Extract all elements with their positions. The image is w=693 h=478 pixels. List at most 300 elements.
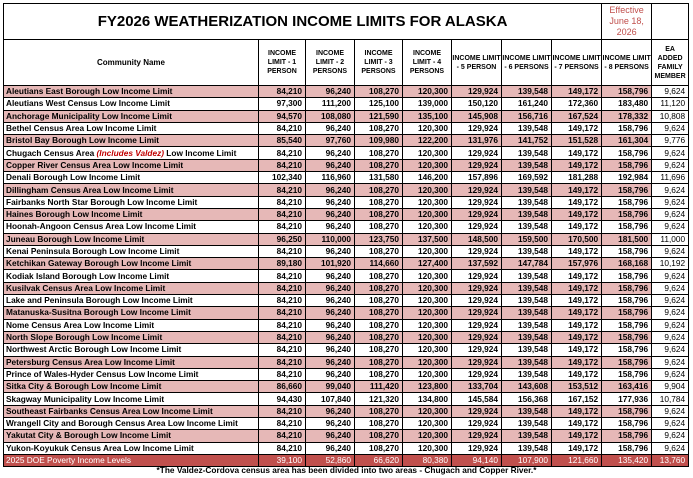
community-name-cell — [4, 98, 259, 110]
income-limit-cell: 120,300 — [403, 147, 452, 159]
income-limit-cell: 129,924 — [452, 159, 502, 171]
income-limit-cell: 96,240 — [306, 356, 355, 368]
income-limit-cell: 89,180 — [259, 258, 306, 270]
income-limit-cell: 123,800 — [403, 381, 452, 393]
income-limit-cell: 129,924 — [452, 331, 502, 343]
income-limit-cell: 108,270 — [355, 307, 403, 319]
income-limit-cell: 96,240 — [306, 270, 355, 282]
income-limit-cell: 84,210 — [259, 122, 306, 134]
income-limit-cell: 158,796 — [602, 418, 652, 430]
income-limit-cell: 108,270 — [355, 184, 403, 196]
poverty-level-cell: 13,760 — [652, 454, 689, 466]
income-limit-cell: 84,210 — [259, 430, 306, 442]
income-limit-cell: 149,172 — [552, 122, 602, 134]
table-row — [4, 282, 689, 294]
community-name: Copper River Census Area Low Income Limit — [6, 159, 184, 170]
income-limit-cell: 129,924 — [452, 208, 502, 220]
community-name: North Slope Borough Low Income Limit — [6, 332, 163, 343]
income-limit-cell: 108,270 — [355, 86, 403, 98]
income-limit-cell: 129,924 — [452, 344, 502, 356]
col-header-3-persons: INCOME LIMIT - 3 PERSONS — [355, 40, 403, 86]
poverty-level-cell: 80,380 — [403, 454, 452, 466]
income-limit-cell: 158,796 — [602, 245, 652, 257]
footnote: *The Valdez-Cordova census area has been divided into two areas - Chugach and Copper River.* — [156, 465, 537, 475]
income-limit-cell: 120,300 — [403, 442, 452, 454]
table-row — [4, 86, 689, 98]
income-limit-cell: 84,210 — [259, 295, 306, 307]
title-spacer-cell — [652, 4, 689, 40]
income-limit-cell: 139,548 — [502, 122, 552, 134]
community-name: Petersburg Census Area Low Income Limit — [6, 356, 175, 367]
community-name: Kusilvak Census Area Low Income Limit — [6, 282, 166, 293]
income-limit-cell: 84,210 — [259, 331, 306, 343]
community-name: Aleutians West Census Low Income Limit — [6, 98, 170, 109]
community-name: Kodiak Island Borough Low Income Limit — [6, 270, 170, 281]
community-name-cell — [4, 233, 259, 245]
income-limit-cell: 122,200 — [403, 135, 452, 147]
community-name-cell — [4, 418, 259, 430]
income-limit-cell: 149,172 — [552, 430, 602, 442]
income-limit-cell: 158,796 — [602, 196, 652, 208]
added-member-cell: 9,624 — [652, 245, 689, 257]
community-name: Sitka City & Borough Low Income Limit — [6, 381, 162, 392]
table-row — [4, 295, 689, 307]
income-limit-cell: 108,270 — [355, 319, 403, 331]
added-member-cell: 9,624 — [652, 405, 689, 417]
col-header-6-persons: INCOME LIMIT - 6 PERSONS — [502, 40, 552, 86]
community-name: Denali Borough Low Income Limit — [6, 172, 141, 183]
income-limit-cell: 139,548 — [502, 307, 552, 319]
income-limit-cell: 120,300 — [403, 405, 452, 417]
income-limit-cell: 85,540 — [259, 135, 306, 147]
income-limit-cell: 120,300 — [403, 430, 452, 442]
income-limit-cell: 96,240 — [306, 86, 355, 98]
income-limit-cell: 84,210 — [259, 356, 306, 368]
income-limit-cell: 84,210 — [259, 159, 306, 171]
community-name-cell — [4, 110, 259, 122]
income-limit-cell: 139,548 — [502, 344, 552, 356]
income-limit-cell: 84,210 — [259, 208, 306, 220]
income-limit-cell: 158,796 — [602, 147, 652, 159]
community-name: Chugach Census Area — [6, 147, 95, 158]
community-name: Southeast Fairbanks Census Area Low Income Limit — [6, 405, 213, 416]
income-limit-cell: 157,896 — [452, 172, 502, 184]
community-name-cell — [4, 381, 259, 393]
income-limit-cell: 172,360 — [552, 98, 602, 110]
income-limit-cell: 139,548 — [502, 221, 552, 233]
community-name-cell — [4, 368, 259, 380]
income-limit-cell: 158,796 — [602, 344, 652, 356]
income-limit-cell: 96,240 — [306, 147, 355, 159]
community-name-cell — [4, 430, 259, 442]
income-limit-cell: 120,300 — [403, 184, 452, 196]
income-limit-cell: 149,172 — [552, 405, 602, 417]
community-name: Wrangell City and Borough Census Area Low Income Limit — [6, 418, 238, 429]
income-limits-table — [3, 3, 689, 467]
income-limit-cell: 158,796 — [602, 122, 652, 134]
community-name: Hoonah-Angoon Census Area Low Income Limit — [6, 221, 197, 232]
added-member-cell: 9,904 — [652, 381, 689, 393]
income-limit-cell: 109,980 — [355, 135, 403, 147]
effective-line-1: Effective — [609, 5, 644, 15]
effective-line-2: June 18, — [609, 16, 644, 26]
table-row — [4, 331, 689, 343]
income-limit-cell: 108,270 — [355, 147, 403, 159]
income-limit-cell: 149,172 — [552, 344, 602, 356]
income-limit-cell: 108,270 — [355, 208, 403, 220]
income-limit-cell: 120,300 — [403, 418, 452, 430]
income-limit-cell: 149,172 — [552, 418, 602, 430]
added-member-cell: 9,624 — [652, 221, 689, 233]
community-name: Dillingham Census Area Low Income Limit — [6, 184, 174, 195]
income-limit-cell: 121,320 — [355, 393, 403, 405]
income-limit-cell: 120,300 — [403, 319, 452, 331]
community-name: Anchorage Municipality Low Income Limit — [6, 110, 172, 121]
table-row — [4, 344, 689, 356]
added-member-cell: 10,784 — [652, 393, 689, 405]
income-limit-cell: 169,592 — [502, 172, 552, 184]
table-row — [4, 110, 689, 122]
income-limit-cell: 149,172 — [552, 221, 602, 233]
income-limit-cell: 96,240 — [306, 221, 355, 233]
income-limit-cell: 107,840 — [306, 393, 355, 405]
income-limit-cell: 120,300 — [403, 356, 452, 368]
income-limit-cell: 158,796 — [602, 295, 652, 307]
income-limit-cell: 129,924 — [452, 368, 502, 380]
income-limit-cell: 143,608 — [502, 381, 552, 393]
income-limit-cell: 139,548 — [502, 282, 552, 294]
col-header-8-persons: INCOME LIMIT - 8 PERSONS — [602, 40, 652, 86]
income-limit-cell: 96,240 — [306, 430, 355, 442]
income-limit-cell: 108,270 — [355, 418, 403, 430]
col-header-4-persons: INCOME LIMIT - 4 PERSONS — [403, 40, 452, 86]
income-limit-cell: 129,924 — [452, 86, 502, 98]
income-limit-cell: 139,548 — [502, 270, 552, 282]
table-row — [4, 221, 689, 233]
income-limit-cell: 158,796 — [602, 86, 652, 98]
poverty-level-cell: 66,620 — [355, 454, 403, 466]
income-limit-cell: 158,796 — [602, 307, 652, 319]
income-limit-cell: 111,200 — [306, 98, 355, 110]
income-limit-cell: 158,796 — [602, 208, 652, 220]
income-limit-cell: 129,924 — [452, 245, 502, 257]
income-limit-cell: 120,300 — [403, 221, 452, 233]
income-limit-cell: 139,548 — [502, 356, 552, 368]
income-limit-cell: 129,924 — [452, 270, 502, 282]
income-limit-cell: 108,270 — [355, 368, 403, 380]
income-limit-cell: 96,240 — [306, 295, 355, 307]
income-limit-cell: 139,548 — [502, 147, 552, 159]
added-member-cell: 10,192 — [652, 258, 689, 270]
income-limit-cell: 129,924 — [452, 122, 502, 134]
income-limit-cell: 139,548 — [502, 442, 552, 454]
income-limit-cell: 139,548 — [502, 184, 552, 196]
income-limit-cell: 108,270 — [355, 405, 403, 417]
income-limit-cell: 101,920 — [306, 258, 355, 270]
income-limit-cell: 116,960 — [306, 172, 355, 184]
income-limit-cell: 94,570 — [259, 110, 306, 122]
community-name-cell — [4, 245, 259, 257]
income-limit-cell: 178,332 — [602, 110, 652, 122]
table-row — [4, 393, 689, 405]
income-limit-cell: 108,270 — [355, 245, 403, 257]
income-limit-cell: 159,500 — [502, 233, 552, 245]
income-limit-cell: 131,580 — [355, 172, 403, 184]
income-limit-cell: 120,300 — [403, 282, 452, 294]
income-limit-cell: 125,100 — [355, 98, 403, 110]
community-name-cell — [4, 405, 259, 417]
income-limit-cell: 139,000 — [403, 98, 452, 110]
income-limit-cell: 96,240 — [306, 196, 355, 208]
income-limit-cell: 96,240 — [306, 368, 355, 380]
income-limit-cell: 123,750 — [355, 233, 403, 245]
added-member-cell: 11,120 — [652, 98, 689, 110]
income-limit-cell: 111,420 — [355, 381, 403, 393]
income-limit-cell: 120,300 — [403, 245, 452, 257]
income-limit-cell: 84,210 — [259, 184, 306, 196]
income-limit-cell: 120,300 — [403, 344, 452, 356]
income-limit-cell: 139,548 — [502, 86, 552, 98]
income-limit-cell: 84,210 — [259, 368, 306, 380]
income-limit-cell: 114,660 — [355, 258, 403, 270]
community-name-cell — [4, 344, 259, 356]
income-limit-cell: 139,548 — [502, 208, 552, 220]
income-limit-cell: 120,300 — [403, 159, 452, 171]
community-name: Skagway Municipality Low Income Limit — [6, 393, 165, 404]
community-name: Yakutat City & Borough Low Income Limit — [6, 430, 172, 441]
table-row — [4, 233, 689, 245]
income-limit-cell: 96,240 — [306, 122, 355, 134]
income-limit-cell: 129,924 — [452, 405, 502, 417]
community-name-cell — [4, 196, 259, 208]
income-limit-cell: 158,796 — [602, 270, 652, 282]
community-name: Bethel Census Area Low Income Limit — [6, 123, 157, 134]
col-header-added-member: EA ADDED FAMILY MEMBER — [652, 40, 689, 86]
income-limit-cell: 149,172 — [552, 319, 602, 331]
income-limit-cell: 150,120 — [452, 98, 502, 110]
added-member-cell: 9,624 — [652, 208, 689, 220]
income-limit-cell: 84,210 — [259, 442, 306, 454]
income-limit-cell: 120,300 — [403, 196, 452, 208]
income-limit-cell: 148,500 — [452, 233, 502, 245]
income-limit-cell: 121,590 — [355, 110, 403, 122]
income-limit-cell: 149,172 — [552, 86, 602, 98]
income-limit-cell: 129,924 — [452, 307, 502, 319]
community-name-cell — [4, 172, 259, 184]
income-limit-cell: 149,172 — [552, 442, 602, 454]
income-limit-cell: 129,924 — [452, 295, 502, 307]
income-limit-cell: 96,240 — [306, 405, 355, 417]
income-limit-cell: 149,172 — [552, 208, 602, 220]
added-member-cell: 9,624 — [652, 122, 689, 134]
community-name-cell — [4, 331, 259, 343]
income-limit-cell: 145,584 — [452, 393, 502, 405]
income-limit-cell: 96,240 — [306, 442, 355, 454]
table-row — [4, 418, 689, 430]
income-limit-cell: 139,548 — [502, 368, 552, 380]
income-limit-cell: 96,240 — [306, 245, 355, 257]
income-limit-cell: 158,796 — [602, 442, 652, 454]
income-limit-cell: 84,210 — [259, 86, 306, 98]
income-limit-cell: 129,924 — [452, 221, 502, 233]
income-limit-cell: 181,288 — [552, 172, 602, 184]
income-limit-cell: 129,924 — [452, 356, 502, 368]
income-limit-cell: 108,270 — [355, 221, 403, 233]
table-row — [4, 172, 689, 184]
income-limit-cell: 149,172 — [552, 331, 602, 343]
community-name: Ketchikan Gateway Borough Low Income Limit — [6, 258, 192, 269]
added-member-cell: 9,776 — [652, 135, 689, 147]
income-limit-cell: 145,908 — [452, 110, 502, 122]
income-limit-cell: 161,240 — [502, 98, 552, 110]
income-limit-cell: 139,548 — [502, 430, 552, 442]
income-limit-cell: 158,796 — [602, 356, 652, 368]
community-name-header: Community Name — [4, 40, 259, 86]
income-limit-cell: 158,796 — [602, 159, 652, 171]
added-member-cell: 9,624 — [652, 442, 689, 454]
income-limit-cell: 84,210 — [259, 147, 306, 159]
community-name-cell — [4, 184, 259, 196]
table-row — [4, 307, 689, 319]
income-limit-cell: 84,210 — [259, 307, 306, 319]
income-limit-cell: 139,548 — [502, 418, 552, 430]
community-name-cell — [4, 270, 259, 282]
table-row — [4, 270, 689, 282]
income-limit-cell: 181,500 — [602, 233, 652, 245]
income-limit-cell: 149,172 — [552, 184, 602, 196]
income-limit-cell: 139,548 — [502, 245, 552, 257]
income-limit-cell: 120,300 — [403, 270, 452, 282]
table-row — [4, 442, 689, 454]
income-limit-cell: 192,984 — [602, 172, 652, 184]
community-name-cell — [4, 159, 259, 171]
community-name-cell — [4, 442, 259, 454]
added-member-cell: 9,624 — [652, 368, 689, 380]
poverty-levels-label: 2025 DOE Poverty Income Levels — [4, 454, 259, 466]
income-limit-cell: 96,240 — [306, 159, 355, 171]
income-limit-cell: 139,548 — [502, 295, 552, 307]
community-name: Fairbanks North Star Borough Low Income Limit — [6, 196, 198, 207]
community-name: Matanuska-Susitna Borough Low Income Limit — [6, 307, 191, 318]
income-limit-cell: 108,270 — [355, 442, 403, 454]
table-row — [4, 159, 689, 171]
income-limit-cell: 134,800 — [403, 393, 452, 405]
income-limit-cell: 120,300 — [403, 295, 452, 307]
community-name-cell — [4, 221, 259, 233]
community-name: Nome Census Area Low Income Limit — [6, 319, 155, 330]
income-limit-cell: 108,270 — [355, 430, 403, 442]
community-name: Yukon-Koyukuk Census Area Low Income Limit — [6, 442, 194, 453]
income-limit-cell: 149,172 — [552, 282, 602, 294]
income-limit-cell: 84,210 — [259, 270, 306, 282]
added-member-cell: 9,624 — [652, 418, 689, 430]
income-limit-cell: 149,172 — [552, 270, 602, 282]
col-header-7-persons: INCOME LIMIT - 7 PERSONS — [552, 40, 602, 86]
income-limit-cell: 129,924 — [452, 196, 502, 208]
income-limit-cell: 149,172 — [552, 356, 602, 368]
income-limit-cell: 133,704 — [452, 381, 502, 393]
income-limit-cell: 102,340 — [259, 172, 306, 184]
added-member-cell: 9,624 — [652, 86, 689, 98]
community-name-cell — [4, 307, 259, 319]
income-limit-cell: 149,172 — [552, 307, 602, 319]
income-limit-cell: 149,172 — [552, 196, 602, 208]
table-row — [4, 356, 689, 368]
income-limit-cell: 149,172 — [552, 159, 602, 171]
income-limit-cell: 149,172 — [552, 295, 602, 307]
added-member-cell: 9,624 — [652, 319, 689, 331]
income-limit-cell: 149,172 — [552, 147, 602, 159]
income-limit-cell: 96,240 — [306, 282, 355, 294]
poverty-level-cell: 52,860 — [306, 454, 355, 466]
income-limit-cell: 96,250 — [259, 233, 306, 245]
income-limit-cell: 129,924 — [452, 430, 502, 442]
income-limit-cell: 167,524 — [552, 110, 602, 122]
income-limit-cell: 108,270 — [355, 356, 403, 368]
added-member-cell: 11,000 — [652, 233, 689, 245]
income-limit-cell: 139,548 — [502, 319, 552, 331]
income-limit-cell: 158,796 — [602, 282, 652, 294]
added-member-cell: 11,696 — [652, 172, 689, 184]
income-limit-cell: 153,512 — [552, 381, 602, 393]
community-name-cell — [4, 356, 259, 368]
poverty-level-cell: 107,900 — [502, 454, 552, 466]
income-limit-cell: 170,500 — [552, 233, 602, 245]
table-row — [4, 147, 689, 159]
table-row — [4, 122, 689, 134]
community-name-cell — [4, 295, 259, 307]
valdez-note: (Includes Valdez) — [96, 147, 164, 158]
col-header-2-persons: INCOME LIMIT - 2 PERSONS — [306, 40, 355, 86]
income-limit-cell: 163,416 — [602, 381, 652, 393]
added-member-cell: 9,624 — [652, 356, 689, 368]
income-limit-cell: 147,784 — [502, 258, 552, 270]
income-limit-cell: 149,172 — [552, 245, 602, 257]
income-limit-cell: 120,300 — [403, 368, 452, 380]
income-limit-cell: 96,240 — [306, 208, 355, 220]
added-member-cell: 9,624 — [652, 344, 689, 356]
income-limit-cell: 161,304 — [602, 135, 652, 147]
community-name-cell — [4, 258, 259, 270]
income-limit-cell: 120,300 — [403, 331, 452, 343]
added-member-cell: 9,624 — [652, 331, 689, 343]
community-name-cell — [4, 319, 259, 331]
community-name: Kenai Peninsula Borough Low Income Limit — [6, 246, 180, 256]
community-name: Haines Borough Low Income Limit — [6, 209, 143, 220]
community-name: Aleutians East Borough Low Income Limit — [6, 86, 173, 97]
income-limit-cell: 146,200 — [403, 172, 452, 184]
income-limit-cell: 135,100 — [403, 110, 452, 122]
income-limit-cell: 158,796 — [602, 368, 652, 380]
income-limit-cell: 137,592 — [452, 258, 502, 270]
community-name: Juneau Borough Low Income Limit — [6, 233, 145, 244]
income-limit-cell: 99,040 — [306, 381, 355, 393]
income-limit-cell: 96,240 — [306, 344, 355, 356]
income-limit-cell: 97,760 — [306, 135, 355, 147]
income-limit-cell: 167,152 — [552, 393, 602, 405]
col-header-5-person: INCOME LIMIT - 5 PERSON — [452, 40, 502, 86]
table-row — [4, 381, 689, 393]
income-limit-cell: 108,270 — [355, 122, 403, 134]
poverty-level-cell: 94,140 — [452, 454, 502, 466]
income-limit-cell: 168,168 — [602, 258, 652, 270]
community-name-cell — [4, 208, 259, 220]
community-name-cell — [4, 393, 259, 405]
income-limit-cell: 110,000 — [306, 233, 355, 245]
community-name-cell — [4, 147, 259, 159]
added-member-cell: 9,624 — [652, 295, 689, 307]
community-name: Northwest Arctic Borough Low Income Limit — [6, 344, 182, 355]
